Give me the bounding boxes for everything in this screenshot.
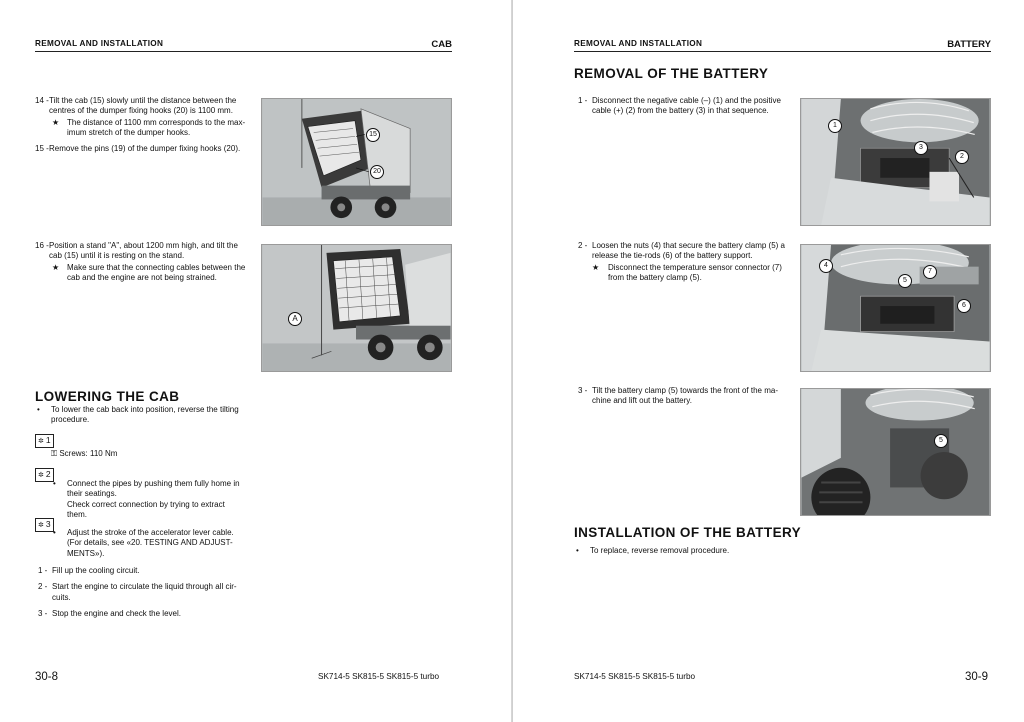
step-16 bbox=[35, 241, 247, 283]
gear-icon: ✲ bbox=[38, 438, 44, 445]
step-number: 15 - bbox=[35, 144, 49, 154]
bullet-text: To lower the cab back into position, reverse the tilting procedure. bbox=[51, 405, 239, 425]
bullet-text: To replace, reverse removal procedure. bbox=[590, 546, 730, 555]
step-15 bbox=[35, 144, 247, 154]
step-text: Tilt the cab (15) slowly until the distance between the centres of the dumper fixing hooks (20) is 1100 mm. bbox=[49, 96, 237, 116]
callout-5: 5 bbox=[934, 434, 948, 448]
header-section: REMOVAL AND INSTALLATION bbox=[574, 39, 703, 48]
step-text: Start the engine to circulate the liquid through all cir-cuits. bbox=[52, 582, 237, 602]
bullet-text: Adjust the stroke of the accelerator lever cable. (For details, see «20. TESTING AND ADJUST-MENTS»). bbox=[67, 528, 234, 558]
gear-icon: ✲ bbox=[38, 522, 44, 529]
page-number: 30-9 bbox=[965, 671, 989, 683]
page-header bbox=[35, 39, 452, 51]
bullet-icon: • bbox=[53, 479, 56, 488]
installation-body bbox=[574, 546, 786, 556]
removal-step-3 bbox=[578, 386, 790, 407]
callout-20: 20 bbox=[370, 165, 384, 179]
tag-number: 3 bbox=[45, 519, 51, 529]
callout-5: 5 bbox=[898, 274, 912, 288]
callout-4: 4 bbox=[819, 259, 833, 273]
step-text: Remove the pins (19) of the dumper fixing hooks (20). bbox=[49, 144, 241, 154]
bullet-icon: • bbox=[576, 546, 579, 555]
callout-15: 15 bbox=[366, 128, 380, 142]
step-text: Disconnect the negative cable (–) (1) and the positive cable (+) (2) from the battery (3) in that sequence. bbox=[592, 96, 781, 116]
removal-step-3-block bbox=[578, 386, 790, 413]
removal-step-1 bbox=[578, 96, 790, 117]
header-topic: CAB bbox=[431, 39, 452, 50]
removal-step-2-block bbox=[578, 241, 790, 289]
figure-cab-on-stand bbox=[261, 244, 452, 372]
step-note bbox=[592, 263, 790, 284]
step-14 bbox=[35, 96, 247, 138]
tag2-body bbox=[51, 479, 247, 520]
model-footer: SK714-5 SK815-5 SK815-5 turbo bbox=[574, 672, 696, 681]
header-rule bbox=[574, 51, 991, 52]
step-number: 14 - bbox=[35, 96, 49, 105]
figure-cab-tilt bbox=[261, 98, 452, 226]
step-number: 16 - bbox=[35, 241, 49, 250]
removal-step-1-block bbox=[578, 96, 790, 123]
step-number: 3 - bbox=[38, 608, 48, 618]
note-text: Make sure that the connecting cables between the cab and the engine are not being strained. bbox=[67, 262, 246, 282]
final-step-3 bbox=[38, 609, 250, 619]
bullet-item bbox=[51, 479, 247, 520]
step-text: Fill up the cooling circuit. bbox=[52, 566, 140, 575]
bullet-icon: • bbox=[37, 405, 40, 414]
star-icon: ★ bbox=[52, 117, 60, 127]
page-number: 30-8 bbox=[35, 671, 59, 683]
figure-battery-lift bbox=[800, 388, 991, 516]
cab-stand-illustration bbox=[262, 245, 451, 371]
step-number: 3 - bbox=[578, 386, 588, 395]
callout-7: 7 bbox=[923, 265, 937, 279]
torque-text: Screws: 110 Nm bbox=[59, 449, 118, 458]
callout-A: A bbox=[288, 312, 302, 326]
callout-1: 1 bbox=[828, 119, 842, 133]
final-step-1 bbox=[38, 566, 250, 576]
right-page bbox=[513, 0, 1024, 722]
step-number: 2 - bbox=[578, 241, 588, 250]
step-text: Tilt the battery clamp (5) towards the front of the ma-chine and lift out the battery. bbox=[592, 386, 778, 406]
callout-2: 2 bbox=[955, 150, 969, 164]
step-number: 1 - bbox=[578, 96, 588, 105]
gear-icon: ✲ bbox=[38, 472, 44, 479]
bullet-item bbox=[574, 546, 786, 556]
header-rule bbox=[35, 51, 452, 52]
note-text: Disconnect the temperature sensor connector (7) from the battery clamp (5). bbox=[608, 262, 782, 282]
bullet-icon: • bbox=[53, 528, 56, 537]
step-note bbox=[49, 118, 247, 139]
tag-number: 1 bbox=[45, 435, 51, 445]
star-icon: ★ bbox=[52, 262, 60, 272]
header-section: REMOVAL AND INSTALLATION bbox=[35, 39, 164, 48]
bullet-text-2: Check correct connection by trying to extract them. bbox=[67, 499, 225, 519]
bullet-item bbox=[51, 528, 247, 559]
step-note bbox=[49, 263, 247, 284]
step-text: Position a stand "A", about 1200 mm high, and tilt the cab (15) until it is resting on the stand. bbox=[49, 241, 238, 261]
final-step-2 bbox=[38, 582, 250, 603]
page-header bbox=[574, 39, 991, 51]
section-title-installation: INSTALLATION OF THE BATTERY bbox=[574, 525, 802, 540]
section-title-removal: REMOVAL OF THE BATTERY bbox=[574, 66, 769, 81]
callout-6: 6 bbox=[957, 299, 971, 313]
steps-block-1 bbox=[35, 96, 247, 160]
steps-block-2 bbox=[35, 241, 247, 289]
model-footer: SK714-5 SK815-5 SK815-5 turbo bbox=[318, 672, 440, 681]
note-tag-1 bbox=[35, 434, 54, 448]
header-topic: BATTERY bbox=[947, 39, 991, 50]
battery-lift-photo bbox=[801, 389, 990, 515]
step-text: Loosen the nuts (4) that secure the battery clamp (5) a release the tie-rods (6) of the battery support. bbox=[592, 241, 785, 261]
bullet-text: Connect the pipes by pushing them fully home in their seatings. bbox=[67, 479, 240, 499]
wrench-icon: ⚿ bbox=[51, 449, 58, 458]
final-steps bbox=[38, 566, 250, 625]
tag-number: 2 bbox=[45, 469, 51, 479]
section-title-lowering: LOWERING THE CAB bbox=[35, 389, 180, 404]
note-text: The distance of 1100 mm corresponds to the max-imum stretch of the dumper hooks. bbox=[67, 117, 246, 137]
figure-battery-clamp bbox=[800, 244, 991, 372]
step-number: 2 - bbox=[38, 582, 48, 592]
lowering-body bbox=[35, 405, 247, 426]
figure-battery-cables bbox=[800, 98, 991, 226]
step-number: 1 - bbox=[38, 566, 48, 575]
callout-3: 3 bbox=[914, 141, 928, 155]
bullet-item bbox=[35, 405, 247, 426]
removal-step-2 bbox=[578, 241, 790, 283]
star-icon: ★ bbox=[592, 262, 600, 272]
tag3-body bbox=[51, 528, 247, 559]
step-text: Stop the engine and check the level. bbox=[52, 608, 181, 618]
cab-tilt-illustration bbox=[262, 99, 451, 225]
torque-line bbox=[51, 449, 251, 459]
